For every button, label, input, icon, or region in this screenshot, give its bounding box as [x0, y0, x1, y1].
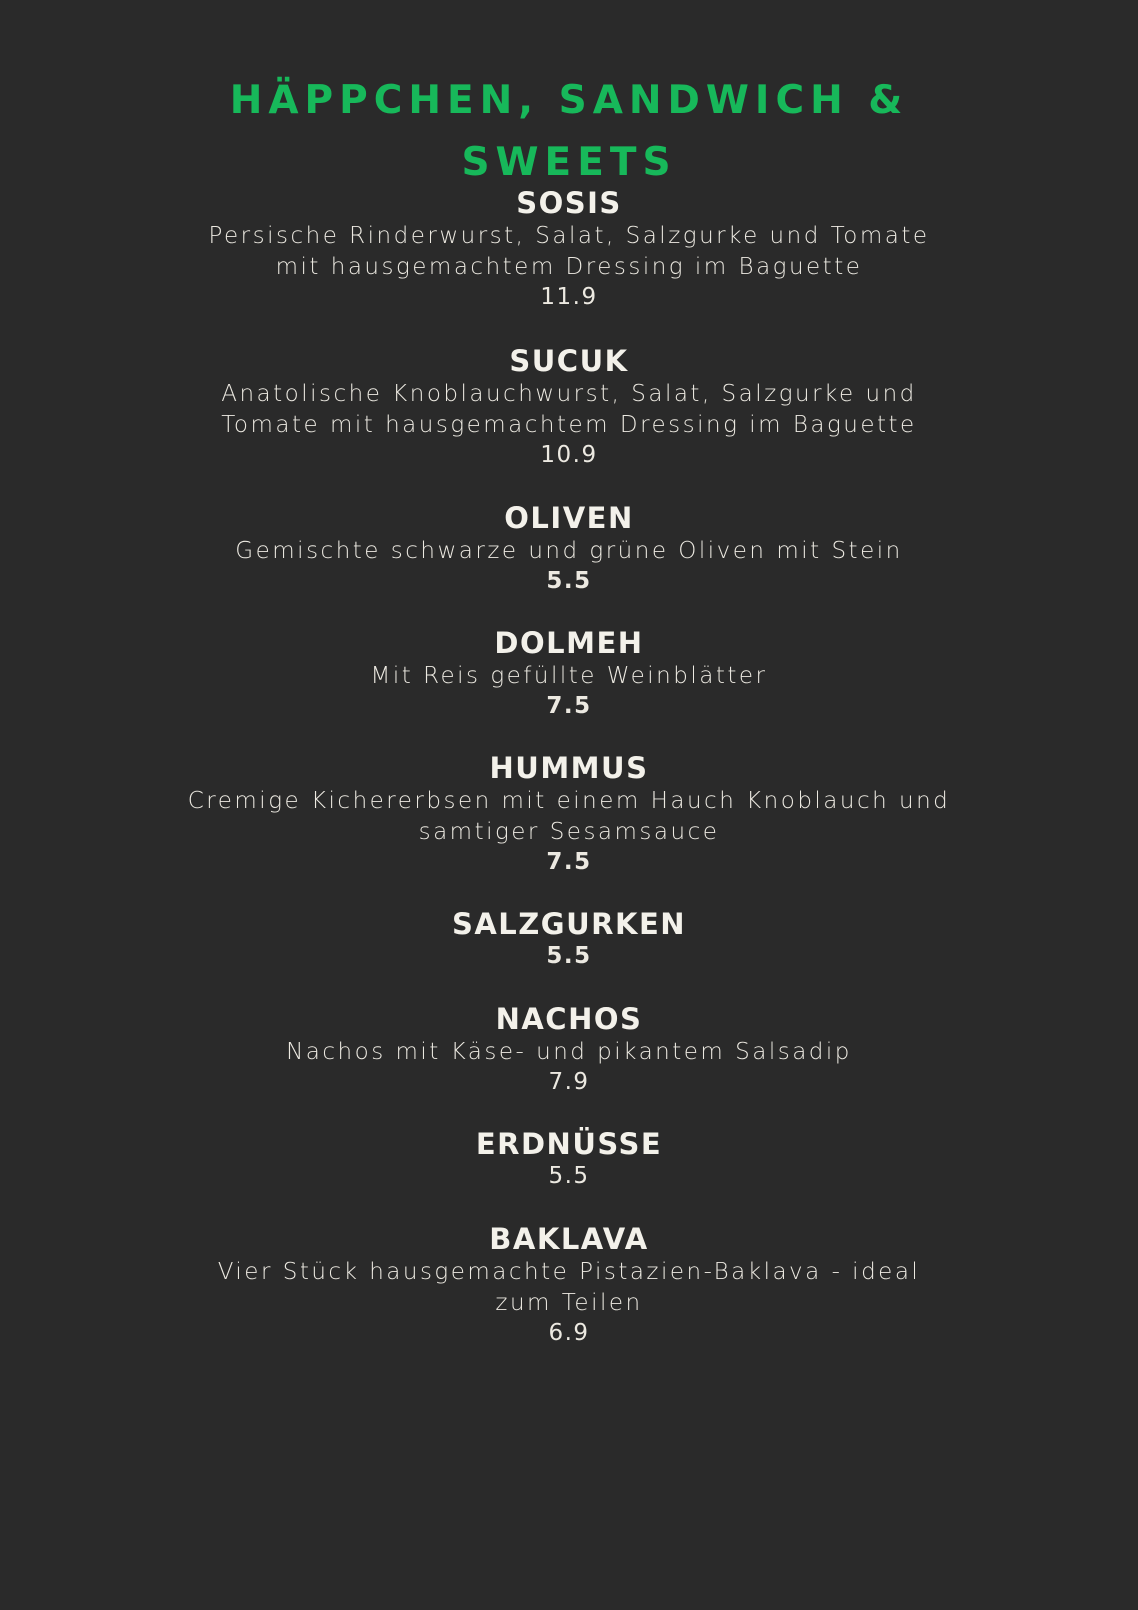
item-price: 10.9 — [540, 442, 598, 468]
item-price: 7.5 — [546, 849, 592, 875]
menu-item-oliven — [119, 500, 1019, 596]
item-name: ERDNÜSSE — [475, 1127, 663, 1161]
item-description: Cremige Kichererbsen mit einem Hauch Knoblauch und samtiger Sesamsauce — [187, 788, 951, 845]
menu-item-hummus — [119, 750, 1019, 877]
item-name: NACHOS — [495, 1002, 643, 1036]
menu-item-erdnuesse — [119, 1126, 1019, 1191]
menu-item-salzgurken — [119, 906, 1019, 971]
item-name: SUCUK — [509, 344, 629, 378]
item-name: BAKLAVA — [489, 1222, 649, 1256]
item-price: 5.5 — [546, 568, 592, 594]
item-name: HUMMUS — [489, 751, 649, 785]
item-name: SALZGURKEN — [451, 907, 687, 941]
item-description: Vier Stück hausgemachte Pistazien-Baklava - ideal zum Teilen — [217, 1259, 921, 1316]
item-price: 11.9 — [540, 284, 598, 310]
item-description: Nachos mit Käse- und pikantem Salsadip — [286, 1039, 852, 1065]
item-price: 7.9 — [548, 1069, 590, 1095]
item-name: OLIVEN — [504, 501, 634, 535]
item-description: Mit Reis gefüllte Weinblätter — [370, 663, 768, 689]
menu-item-sucuk — [119, 343, 1019, 470]
menu-item-nachos — [119, 1001, 1019, 1097]
menu-item-sosis — [119, 185, 1019, 312]
item-price: 7.5 — [546, 693, 592, 719]
menu-item-dolmeh — [119, 625, 1019, 721]
menu-item-baklava — [119, 1221, 1019, 1348]
item-description: Anatolische Knoblauchwurst, Salat, Salzgurke und Tomate mit hausgemachtem Dressing im Baguette — [221, 381, 917, 438]
item-name: SOSIS — [516, 186, 622, 220]
item-description: Gemischte schwarze und grüne Oliven mit Stein — [235, 538, 903, 564]
item-price: 5.5 — [548, 1163, 590, 1189]
item-name: DOLMEH — [494, 626, 644, 660]
item-price: 6.9 — [548, 1320, 590, 1346]
item-price: 5.5 — [546, 943, 592, 969]
menu-title: HÄPPCHEN, SANDWICH & SWEETS — [229, 78, 909, 185]
item-description: Persische Rinderwurst, Salat, Salzgurke und Tomate mit hausgemachtem Dressing im Baguette — [208, 223, 930, 280]
